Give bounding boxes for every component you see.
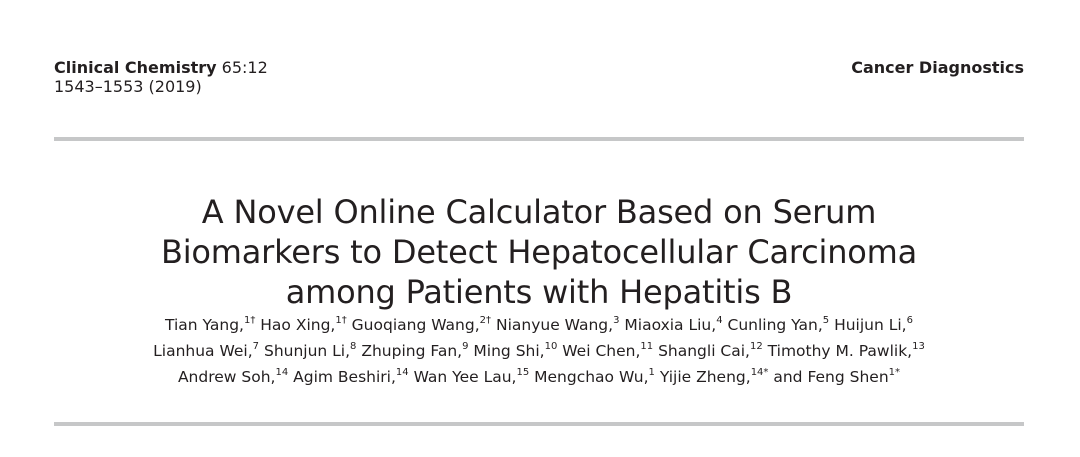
- author: [361, 342, 468, 360]
- affiliation-marker: 1: [648, 366, 655, 378]
- affiliation-marker: 13: [912, 340, 925, 352]
- author-name: Yijie Zheng,: [659, 368, 751, 386]
- affiliation-marker: 6: [906, 314, 913, 326]
- affiliation-marker: 3: [613, 314, 620, 326]
- affiliation-marker: 9: [462, 340, 469, 352]
- author-name: Agim Beshiri,: [293, 368, 396, 386]
- author: [562, 342, 653, 360]
- author: [473, 342, 557, 360]
- author-name: Tian Yang,: [165, 316, 244, 334]
- journal-name: Clinical Chemistry: [54, 58, 217, 77]
- author-name: Andrew Soh,: [177, 368, 276, 386]
- author: [414, 368, 530, 386]
- author-list: [54, 312, 1024, 390]
- author: [834, 316, 913, 334]
- affiliation-marker: 10: [544, 340, 558, 352]
- author-name: Guoqiang Wang,: [351, 316, 480, 334]
- author-name: Huijun Li,: [834, 316, 907, 334]
- author-name: Shunjun Li,: [263, 342, 351, 360]
- affiliation-marker: 1*: [888, 366, 901, 378]
- author-name: Lianhua Wei,: [153, 342, 253, 360]
- pages-year: 1543–1553 (2019): [54, 77, 202, 96]
- author: [496, 316, 619, 334]
- author: [178, 368, 288, 386]
- author: [534, 368, 655, 386]
- author: [658, 342, 763, 360]
- volume-issue: 65:12: [221, 58, 268, 77]
- author: [153, 342, 259, 360]
- author-name: Cunling Yan,: [727, 316, 823, 334]
- title-line: A Novel Online Calculator Based on Serum: [201, 193, 877, 232]
- article-title: [54, 192, 1024, 312]
- author-line-2: [54, 338, 1024, 364]
- affiliation-marker: 4: [716, 314, 723, 326]
- author-name: Miaoxia Liu,: [624, 316, 717, 334]
- affiliation-marker: 11: [640, 340, 654, 352]
- author: [624, 316, 722, 334]
- author-name: Wan Yee Lau,: [413, 368, 517, 386]
- author-name: Zhuping Fan,: [361, 342, 463, 360]
- author-name: Shangli Cai,: [658, 342, 750, 360]
- journal-citation: [54, 58, 268, 96]
- affiliation-marker: 1†: [335, 314, 347, 326]
- author: [773, 368, 900, 386]
- author: [768, 342, 925, 360]
- affiliation-marker: 1†: [243, 314, 256, 326]
- affiliation-marker: 14: [275, 366, 289, 378]
- author: [728, 316, 830, 334]
- author-name: Nianyue Wang,: [495, 316, 614, 334]
- affiliation-marker: 8: [350, 340, 357, 352]
- author-name: Hao Xing,: [260, 316, 336, 334]
- affiliation-marker: 5: [822, 314, 830, 326]
- bottom-divider: [54, 422, 1024, 426]
- author-name: Wei Chen,: [562, 342, 641, 360]
- title-line: among Patients with Hepatitis B: [285, 273, 793, 312]
- affiliation-marker: 15: [516, 366, 530, 378]
- author: [660, 368, 769, 386]
- affiliation-marker: 14*: [750, 366, 769, 378]
- affiliation-marker: 7: [252, 340, 260, 352]
- journal-line: [54, 58, 268, 77]
- author-name: Timothy M. Pawlik,: [767, 342, 913, 360]
- author-name: Mengchao Wu,: [534, 368, 649, 386]
- affiliation-marker: 12: [749, 340, 763, 352]
- author: [293, 368, 409, 386]
- title-line: Biomarkers to Detect Hepatocellular Carcinoma: [160, 233, 918, 272]
- author-name: Ming Shi,: [473, 342, 545, 360]
- section-label: Cancer Diagnostics: [851, 58, 1024, 77]
- author-line-1: [54, 312, 1024, 338]
- top-divider: [54, 137, 1024, 141]
- affiliation-marker: 14: [395, 366, 409, 378]
- author: [264, 342, 356, 360]
- author: [260, 316, 346, 334]
- author-name: and Feng Shen: [773, 368, 889, 386]
- author: [352, 316, 491, 334]
- author: [165, 316, 255, 334]
- affiliation-marker: 2†: [479, 314, 492, 326]
- author-line-3: [54, 364, 1024, 390]
